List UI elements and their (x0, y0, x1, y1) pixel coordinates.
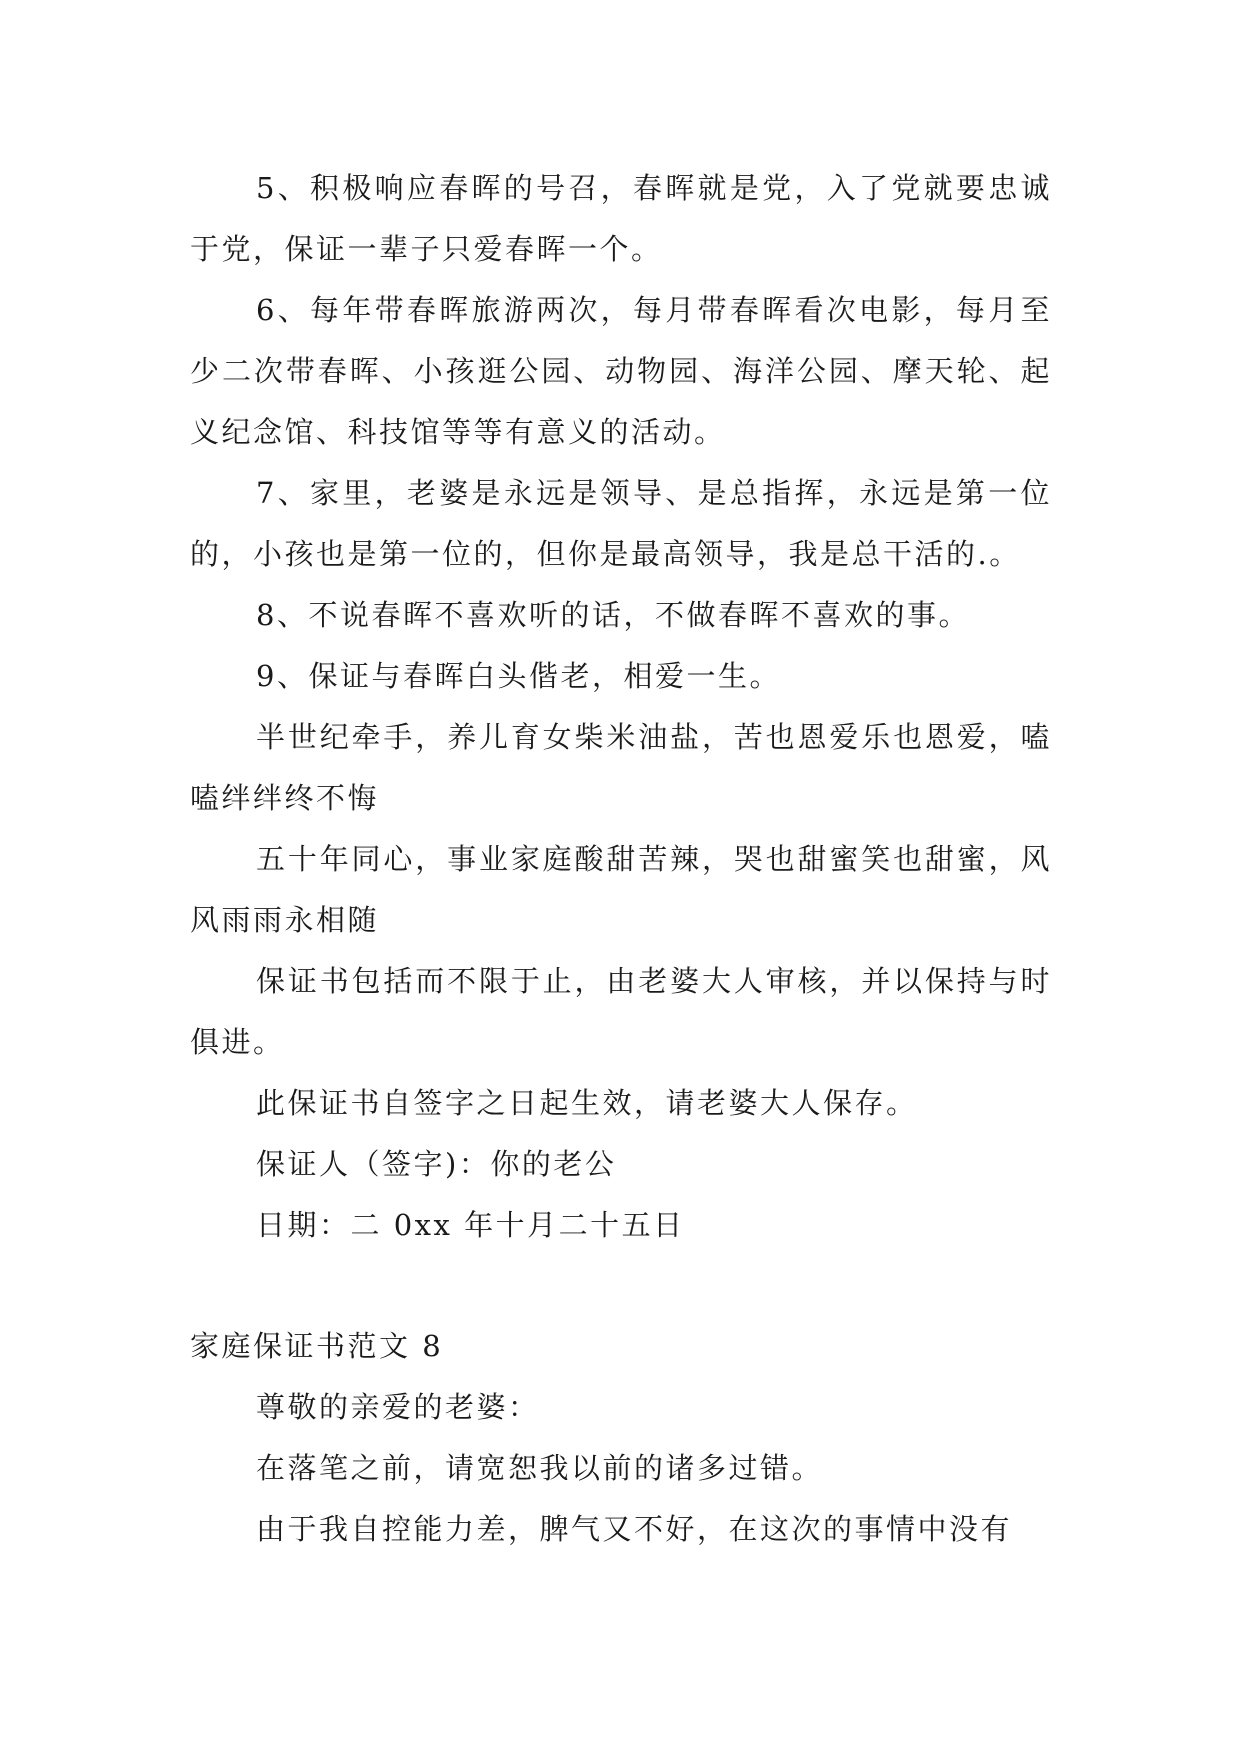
paragraph: 5、积极响应春晖的号召，春晖就是党，入了党就要忠诚于党，保证一辈子只爱春晖一个。 (190, 171, 1052, 266)
paragraph: 此保证书自签字之日起生效，请老婆大人保存。 (256, 1086, 918, 1120)
section-title: 家庭保证书范文 8 (190, 1329, 444, 1363)
signature-line: 保证人（签字)：你的老公 (256, 1147, 617, 1181)
paragraph: 由于我自控能力差，脾气又不好，在这次的事情中没有 (256, 1512, 1013, 1546)
document-body (190, 158, 1052, 1560)
paragraph: 在落笔之前，请宽恕我以前的诸多过错。 (256, 1451, 824, 1485)
paragraph: 8、不说春晖不喜欢听的话，不做春晖不喜欢的事。 (256, 598, 970, 632)
date-line: 日期：二 0xx 年十月二十五日 (256, 1208, 685, 1242)
salutation: 尊敬的亲爱的老婆： (256, 1390, 540, 1424)
paragraph: 7、家里，老婆是永远是领导、是总指挥，永远是第一位的，小孩也是第一位的，但你是最高领导，我是总干活的.。 (190, 476, 1052, 571)
paragraph: 五十年同心，事业家庭酸甜苦辣，哭也甜蜜笑也甜蜜，风风雨雨永相随 (190, 842, 1052, 937)
paragraph: 保证书包括而不限于止，由老婆大人审核，并以保持与时俱进。 (190, 964, 1052, 1059)
paragraph: 6、每年带春晖旅游两次，每月带春晖看次电影，每月至少二次带春晖、小孩逛公园、动物园、海洋公园、摩天轮、起义纪念馆、科技馆等等有意义的活动。 (190, 293, 1052, 449)
paragraph: 半世纪牵手，养儿育女柴米油盐，苦也恩爱乐也恩爱，嗑嗑绊绊终不悔 (190, 720, 1052, 815)
paragraph: 9、保证与春晖白头偕老，相爱一生。 (256, 659, 781, 693)
